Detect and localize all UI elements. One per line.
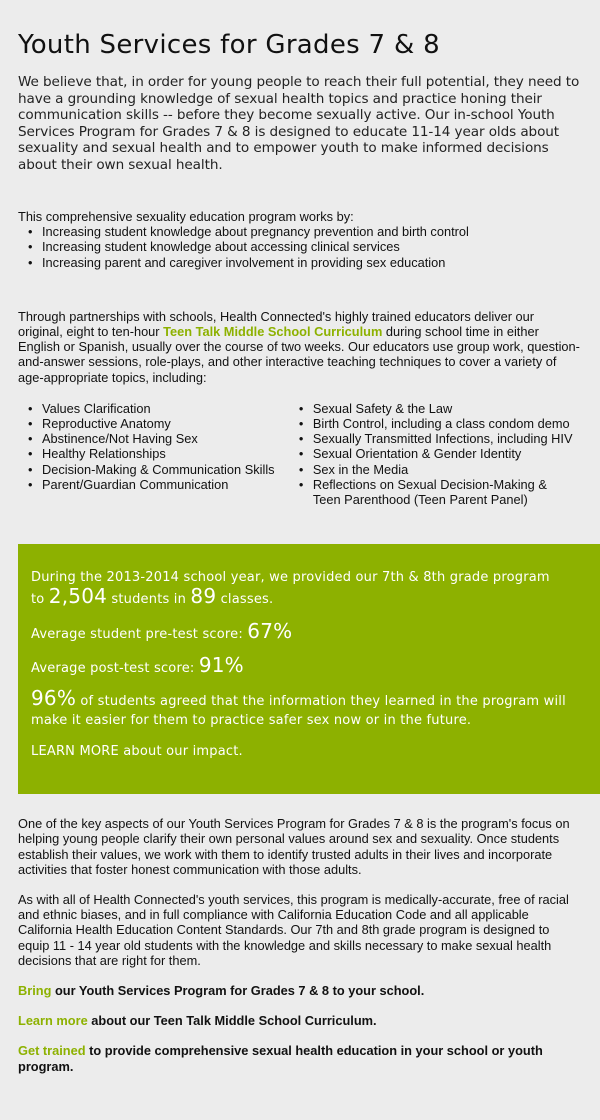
values-paragraph: One of the key aspects of our Youth Services Program for Grades 7 & 8 is the program's focus on helping young people clarify their own personal values around sex and sexuality. Once students establish their values, we work with them to identify trusted adults in their lives and incorporate activities that foster honest communication with those adults. bbox=[18, 816, 570, 877]
intro-paragraph: We believe that, in order for young people to reach their full potential, they need to have a grounding knowledge of sexual health topics and practice honing their communication skills -- before they become sexually active. Our in-school Youth Services Program for Grades 7 & 8 is designed to educate 11-14 year olds about sexuality and sexual health and to empower youth to make informed decisions about their own sexual health. bbox=[18, 74, 580, 173]
list-item: • Values Clarification bbox=[42, 401, 289, 416]
list-item: • Decision-Making & Communication Skills bbox=[42, 462, 289, 477]
closing-section bbox=[0, 816, 600, 1074]
impact-stats-box bbox=[18, 544, 600, 794]
students-count: 2,504 bbox=[48, 584, 108, 609]
cta-learn-more bbox=[18, 1013, 582, 1028]
stats-served bbox=[31, 568, 588, 609]
bring-link[interactable]: Bring bbox=[18, 983, 52, 999]
pre-test-label: Average student pre-test score: bbox=[31, 627, 248, 643]
list-item: • Increasing student knowledge about accessing clinical services bbox=[42, 239, 582, 254]
list-item: • Parent/Guardian Communication bbox=[42, 477, 289, 492]
post-test-value: 91% bbox=[198, 653, 244, 678]
list-item: • Sexually Transmitted Infections, including HIV bbox=[313, 431, 582, 446]
curriculum-text-after: during school time in either English or Spanish, usually over the course of two weeks. Our educators use group work, question-and-answer sessions, role-plays, and other interactive teaching techniques to cover a variety of age-appropriate topics, including: bbox=[18, 324, 580, 385]
learn-more-text: about our impact. bbox=[118, 744, 243, 760]
cta-get-trained bbox=[18, 1043, 582, 1073]
works-list bbox=[18, 224, 582, 270]
list-item: • Sexual Orientation & Gender Identity bbox=[313, 446, 582, 461]
list-item: • Sex in the Media bbox=[313, 462, 582, 477]
topics-column-2 bbox=[289, 401, 582, 507]
post-test-label: Average post-test score: bbox=[31, 661, 199, 677]
classes-count: 89 bbox=[190, 584, 217, 609]
list-item: • Reflections on Sexual Decision-Making & Teen Parenthood (Teen Parent Panel) bbox=[313, 477, 563, 507]
list-item: • Increasing student knowledge about pregnancy prevention and birth control bbox=[42, 224, 582, 239]
agreement-text: of students agreed that the information they learned in the program will make it easier for them to practice safer sex now or in the future. bbox=[31, 694, 566, 729]
list-item: • Sexual Safety & the Law bbox=[313, 401, 582, 416]
curriculum-text-before: Through partnerships with schools, Health Connected's highly trained educators deliver our original, eight to ten-hour bbox=[18, 308, 535, 340]
stats-to: to bbox=[31, 592, 49, 608]
students-label: students in bbox=[107, 592, 191, 608]
get-trained-link[interactable]: Get trained bbox=[18, 1043, 86, 1059]
works-lead: This comprehensive sexuality education program works by: bbox=[18, 209, 354, 224]
cta-text: to provide comprehensive sexual health education in your school or youth program. bbox=[18, 1043, 543, 1074]
agreement-value: 96% bbox=[31, 686, 77, 711]
pre-test-value: 67% bbox=[247, 619, 293, 644]
agreement-stat bbox=[31, 686, 588, 730]
list-item: • Healthy Relationships bbox=[42, 446, 289, 461]
topics-list bbox=[18, 401, 582, 507]
cta-text: our Youth Services Program for Grades 7 & 8 to your school. bbox=[51, 983, 425, 999]
page-title: Youth Services for Grades 7 & 8 bbox=[18, 30, 440, 60]
works-section bbox=[18, 209, 582, 270]
learn-more-link[interactable]: Learn more bbox=[18, 1013, 88, 1029]
curriculum-paragraph bbox=[18, 309, 582, 385]
curriculum-link[interactable]: Teen Talk Middle School Curriculum bbox=[163, 324, 383, 340]
pre-test-score bbox=[31, 619, 588, 643]
cta-text: about our Teen Talk Middle School Curriculum. bbox=[87, 1013, 377, 1029]
compliance-paragraph: As with all of Health Connected's youth services, this program is medically-accurate, free of racial and ethnic biases, and in full compliance with California Education Code and all applicable California Health Education Content Standards. Our 7th and 8th grade program is designed to equip 11 - 14 year old students with the knowledge and skills necessary to make sexual health decisions that are right for them. bbox=[18, 892, 569, 968]
topics-column-1 bbox=[18, 401, 289, 507]
classes-label: classes. bbox=[216, 592, 274, 608]
list-item: • Birth Control, including a class condom demo bbox=[313, 416, 582, 431]
list-item: • Increasing parent and caregiver involvement in providing sex education bbox=[42, 255, 582, 270]
list-item: • Abstinence/Not Having Sex bbox=[42, 431, 289, 446]
post-test-score bbox=[31, 653, 588, 677]
cta-bring bbox=[18, 983, 582, 998]
learn-more-impact bbox=[31, 744, 588, 759]
stats-year-text: During the 2013-2014 school year, we provided our 7th & 8th grade program bbox=[31, 570, 550, 586]
learn-more-impact-link[interactable]: LEARN MORE bbox=[31, 744, 119, 760]
list-item: • Reproductive Anatomy bbox=[42, 416, 289, 431]
